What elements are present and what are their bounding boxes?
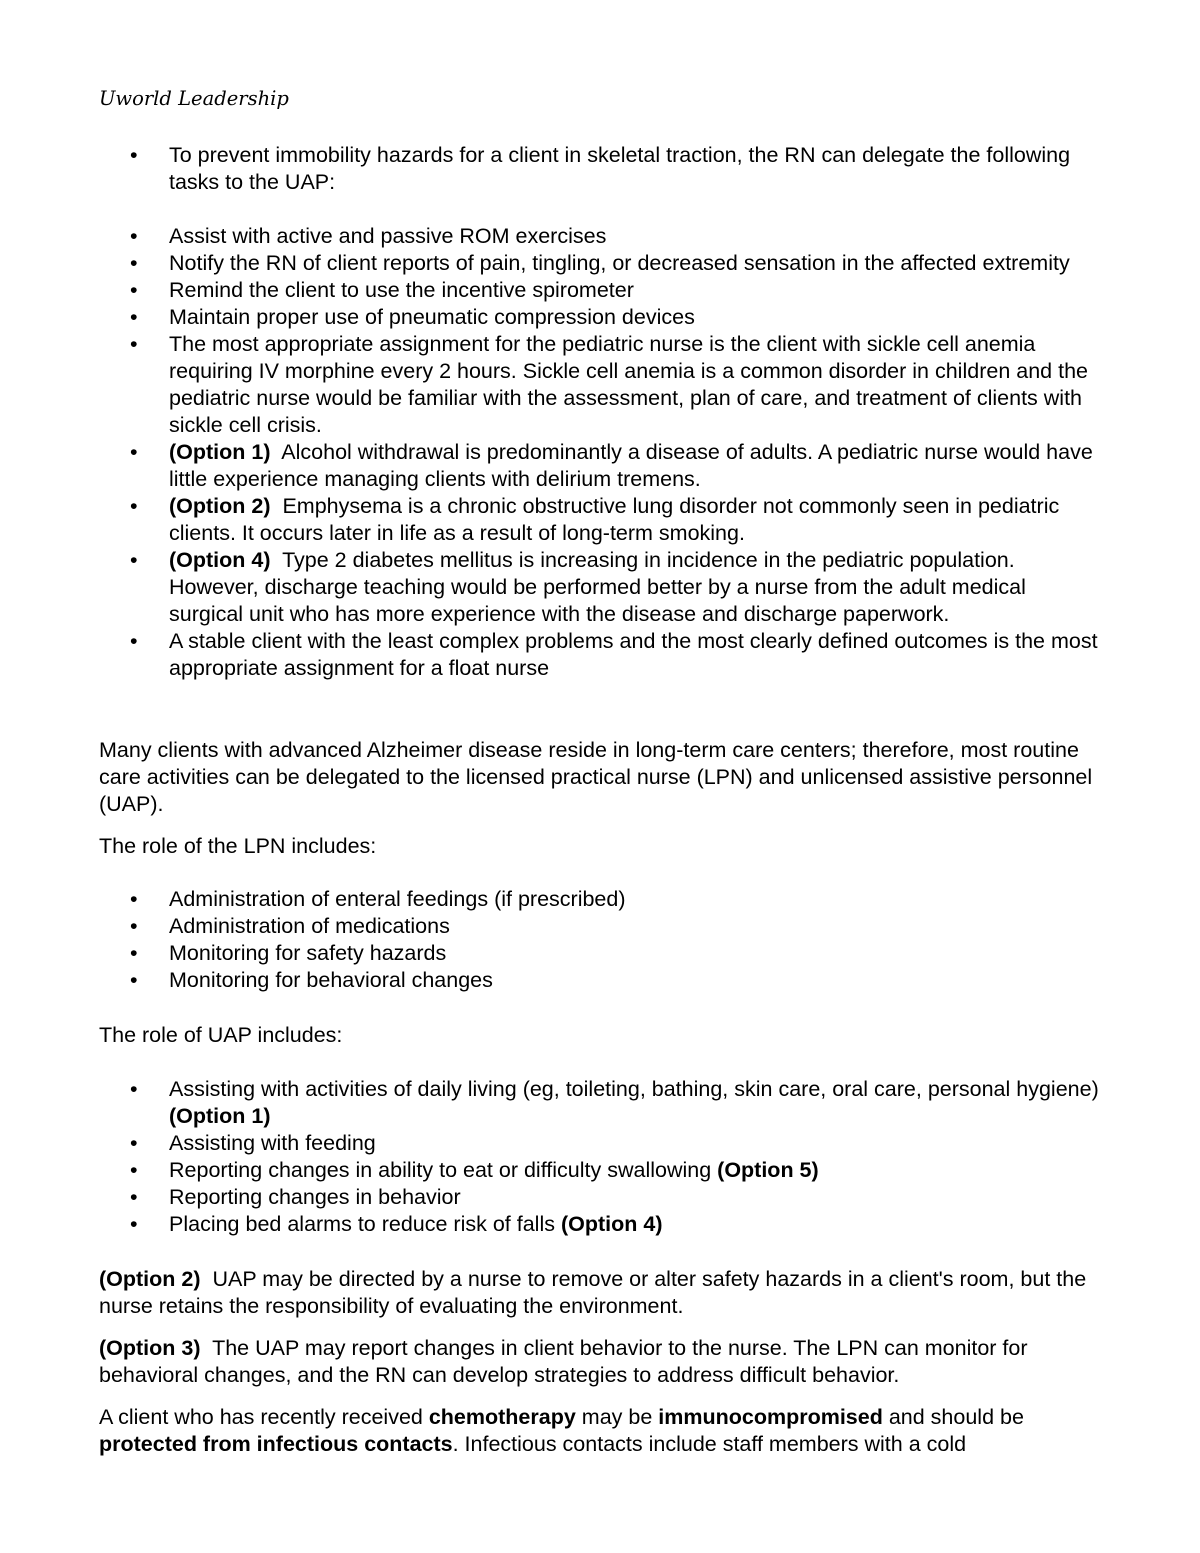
traction-list	[0, 142, 1200, 196]
list-item: • Monitoring for safety hazards	[0, 940, 1099, 967]
list-item: • Administration of enteral feedings (if prescribed)	[0, 886, 1099, 913]
option-label: (Option 2)	[169, 494, 271, 518]
list-item	[0, 1130, 1099, 1157]
text-run: . Infectious contacts include staff members with a cold	[452, 1432, 967, 1456]
list-item: • The most appropriate assignment for the pediatric nurse is the client with sickle cell anemia requiring IV morphine every 2 hours. Sickle cell anemia is a common disorder in children and the pediatric nurse would be familiar with the assessment, plan of care, and treatment of clients with sickle cell crisis.	[0, 331, 1099, 439]
option3-paragraph	[99, 1335, 1109, 1389]
list-item: • Notify the RN of client reports of pain, tingling, or decreased sensation in the affected extremity	[0, 250, 1099, 277]
option-text: Type 2 diabetes mellitus is increasing in incidence in the pediatric population. However, discharge teaching would be performed better by a nurse from the adult medical surgical unit who has more experience with the disease and discharge paperwork.	[169, 548, 1026, 626]
uap-heading: The role of UAP includes:	[99, 1023, 343, 1047]
option-text: Emphysema is a chronic obstructive lung disorder not commonly seen in pediatric clients. It occurs later in life as a result of long-term smoking.	[169, 494, 1060, 545]
list-item: • Remind the client to use the incentive spirometer	[0, 277, 1099, 304]
emphasis-immunocompromised: immunocompromised	[658, 1405, 883, 1429]
list-item	[0, 1211, 1099, 1238]
emphasis-infectious-contacts: protected from infectious contacts	[99, 1432, 453, 1456]
item-text: Assisting with activities of daily living (eg, toileting, bathing, skin care, oral care, personal hygiene)	[169, 1077, 1099, 1101]
option-label: (Option 4)	[169, 548, 271, 572]
text-run: and should be	[882, 1405, 1024, 1429]
paragraph-text: The UAP may report changes in client behavior to the nurse. The LPN can monitor for behavioral changes, and the RN can develop strategies to address difficult behavior.	[99, 1336, 1028, 1387]
list-item: • Assist with active and passive ROM exercises	[0, 223, 1099, 250]
list-item	[0, 1157, 1099, 1184]
alzheimer-paragraph: Many clients with advanced Alzheimer disease reside in long-term care centers; therefore, most routine care activities can be delegated to the licensed practical nurse (LPN) and unlicensed assistive personnel (UAP).	[99, 738, 1093, 816]
option-label: (Option 4)	[560, 1212, 663, 1236]
item-text: Assisting with feeding	[169, 1131, 376, 1155]
emphasis-chemotherapy: chemotherapy	[428, 1405, 576, 1429]
option2-paragraph	[99, 1266, 1109, 1320]
lpn-role-list	[0, 886, 1200, 994]
option-text: Alcohol withdrawal is predominantly a disease of adults. A pediatric nurse would have little experience managing clients with delirium tremens.	[169, 440, 1093, 491]
option-label: (Option 3)	[99, 1336, 201, 1360]
list-item	[0, 547, 1099, 628]
lpn-heading: The role of the LPN includes:	[99, 834, 377, 858]
list-item	[0, 1076, 1099, 1130]
option-label: (Option 2)	[99, 1267, 201, 1291]
chemotherapy-paragraph	[99, 1404, 1109, 1458]
delegation-list	[0, 223, 1200, 682]
list-item	[0, 439, 1099, 493]
option-label: (Option 5)	[717, 1158, 819, 1182]
option-label: (Option 1)	[169, 1104, 271, 1128]
paragraph-text: UAP may be directed by a nurse to remove or alter safety hazards in a client's room, but the nurse retains the responsibility of evaluating the environment.	[99, 1267, 1087, 1318]
list-item: • To prevent immobility hazards for a client in skeletal traction, the RN can delegate the following tasks to the UAP:	[0, 142, 1099, 196]
item-text: Reporting changes in ability to eat or difficulty swallowing	[169, 1158, 712, 1182]
list-item: • A stable client with the least complex problems and the most clearly defined outcomes is the most appropriate assignment for a float nurse	[0, 628, 1099, 682]
option-label: (Option 1)	[169, 440, 271, 464]
uap-role-list	[0, 1076, 1200, 1238]
list-item: • Administration of medications	[0, 913, 1099, 940]
text-run: may be	[575, 1405, 659, 1429]
text-run: A client who has recently received	[99, 1405, 429, 1429]
item-text: Placing bed alarms to reduce risk of falls	[169, 1212, 555, 1236]
list-item	[0, 493, 1099, 547]
list-item: • Maintain proper use of pneumatic compression devices	[0, 304, 1099, 331]
list-item: • Monitoring for behavioral changes	[0, 967, 1099, 994]
document-title: Uworld Leadership	[99, 87, 289, 110]
list-item	[0, 1184, 1099, 1211]
item-text: Reporting changes in behavior	[169, 1185, 461, 1209]
